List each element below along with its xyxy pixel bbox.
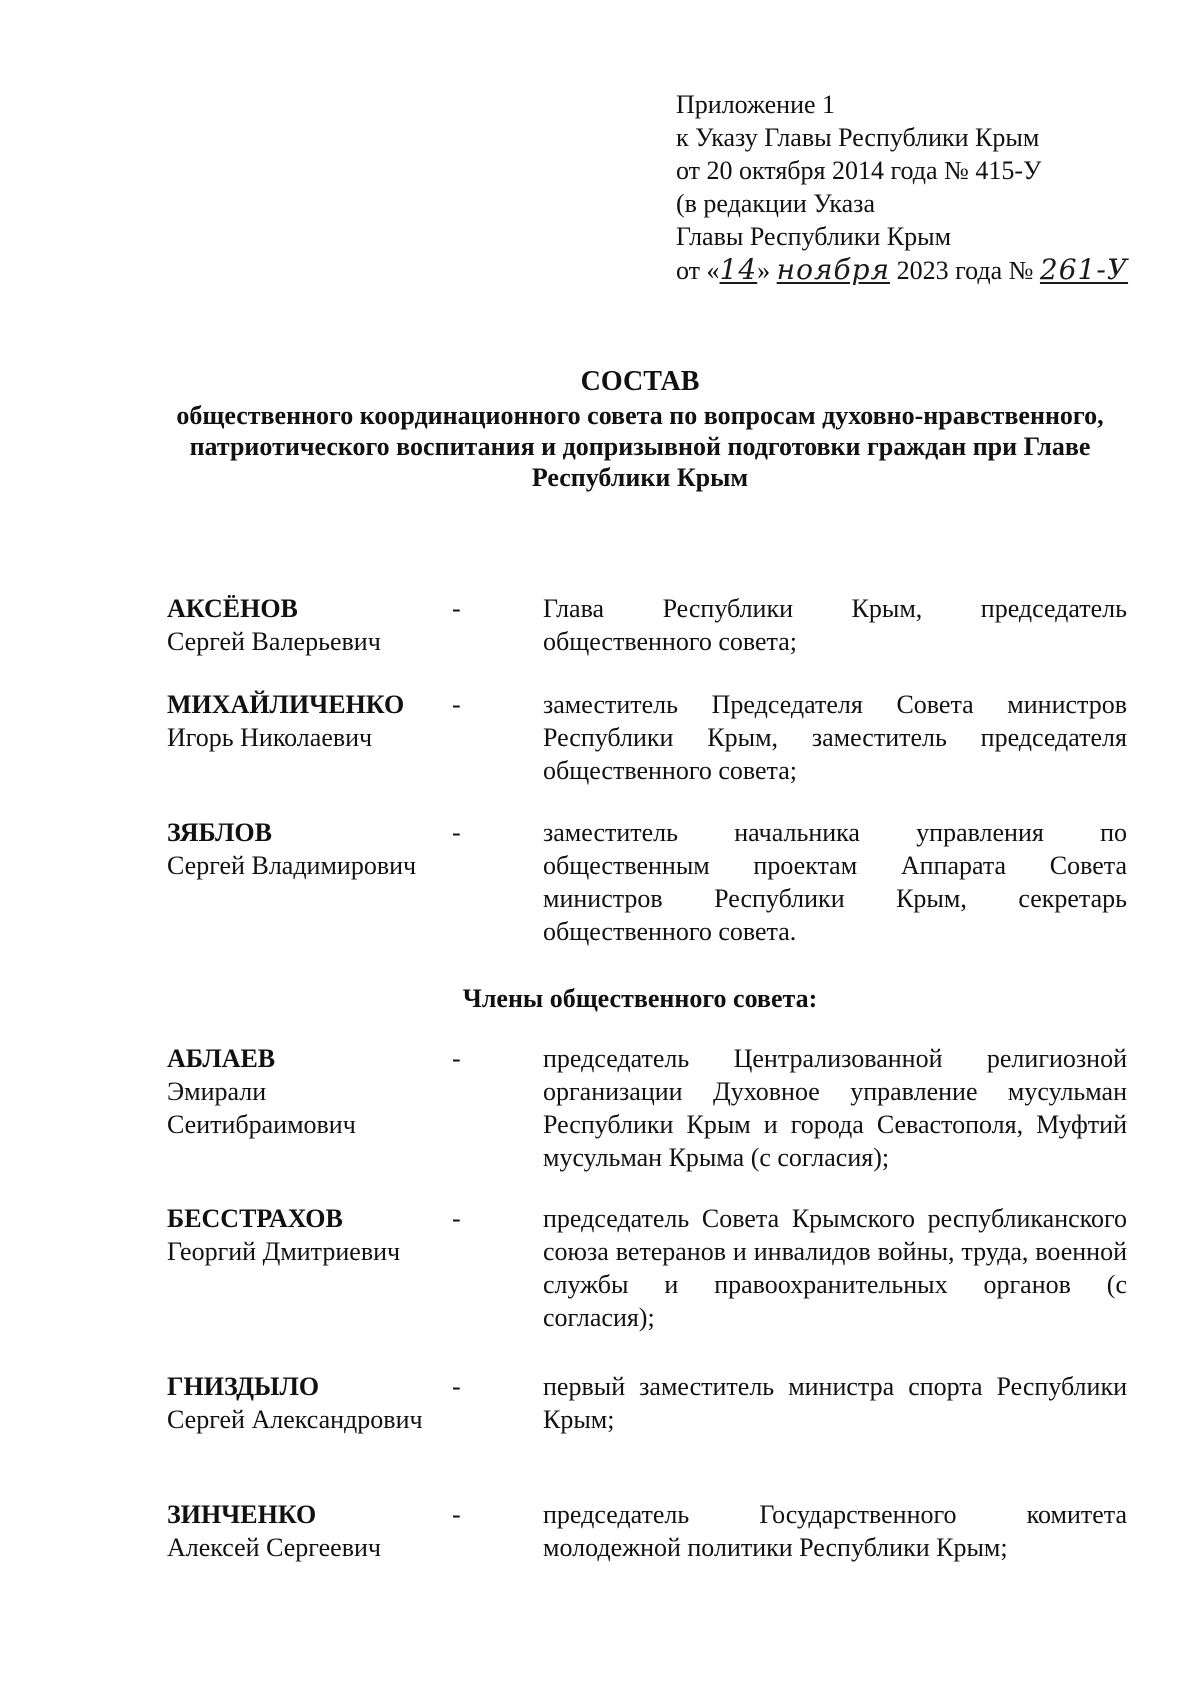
annex-line-6 bbox=[676, 253, 1156, 287]
annex-line-1: Приложение 1 bbox=[676, 90, 836, 119]
member-surname: БЕССТРАХОВ bbox=[167, 1204, 343, 1233]
member-surname: АБЛАЕВ bbox=[167, 1044, 276, 1073]
member-description: председатель Государственного комитета молодежной политики Республики Крым; bbox=[543, 1500, 1127, 1562]
annex-line-2: к Указу Главы Республики Крым bbox=[676, 123, 1040, 152]
member-names: Георгий Дмитриевич bbox=[167, 1237, 401, 1266]
handwritten-day: 14 bbox=[719, 253, 758, 286]
member-dash: - bbox=[452, 1372, 461, 1401]
member-surname: МИХАЙЛИЧЕНКО bbox=[167, 690, 405, 719]
member-dash: - bbox=[452, 1204, 461, 1233]
annex-date-prefix: от « bbox=[676, 256, 720, 285]
member-dash: - bbox=[452, 818, 461, 847]
annex-block bbox=[676, 88, 1156, 287]
annex-line-5: Главы Республики Крым bbox=[676, 222, 952, 251]
title-subtitle: общественного координационного совета по вопросам духовно-нравственного, патриотического воспитания и допризывной подготовки граждан при Главе Республики Крым bbox=[176, 401, 1104, 492]
member-dash: - bbox=[452, 1044, 461, 1073]
annex-line-3: от 20 октября 2014 года № 415-У bbox=[676, 156, 1042, 185]
annex-line-4: (в редакции Указа bbox=[676, 189, 875, 218]
annex-year: 2023 года № bbox=[896, 256, 1034, 285]
member-names: Эмирали Сеитибраимович bbox=[167, 1077, 356, 1139]
member-surname: ЗЯБЛОВ bbox=[167, 818, 272, 847]
member-surname: ГНИЗДЫЛО bbox=[167, 1372, 320, 1401]
member-dash: - bbox=[452, 594, 461, 623]
member-names: Сергей Владимирович bbox=[167, 851, 417, 880]
member-surname: АКСЁНОВ bbox=[167, 594, 298, 623]
member-names: Игорь Николаевич bbox=[167, 723, 373, 752]
member-description: Глава Республики Крым, председатель общественного совета; bbox=[543, 594, 1127, 656]
member-names: Алексей Сергеевич bbox=[167, 1533, 381, 1562]
handwritten-number: 261-У bbox=[1039, 253, 1129, 286]
handwritten-month: ноября bbox=[776, 253, 891, 286]
member-description: заместитель начальника управления по общественным проектам Аппарата Совета министров Республики Крым, секретарь общественного совета. bbox=[543, 818, 1127, 946]
member-description: председатель Централизованной религиозной организации Духовное управление мусульман Республики Крым и города Севастополя, Муфтий мусульман Крыма (с согласия); bbox=[543, 1044, 1127, 1172]
member-names: Сергей Валерьевич bbox=[167, 627, 381, 656]
member-description: председатель Совета Крымского республиканского союза ветеранов и инвалидов войны, труда, военной службы и правоохранительных органов (с согласия); bbox=[543, 1204, 1127, 1332]
member-dash: - bbox=[452, 1500, 461, 1529]
member-description: первый заместитель министра спорта Республики Крым; bbox=[543, 1372, 1127, 1434]
member-dash: - bbox=[452, 690, 461, 719]
members-heading: Члены общественного совета: bbox=[462, 984, 818, 1013]
document-title bbox=[160, 364, 1120, 493]
member-surname: ЗИНЧЕНКО bbox=[167, 1500, 317, 1529]
annex-date-mid: » bbox=[757, 256, 771, 285]
member-names: Сергей Александрович bbox=[167, 1405, 423, 1434]
title-main: СОСТАВ bbox=[580, 366, 700, 397]
member-description: заместитель Председателя Совета министров Республики Крым, заместитель председателя общественного совета; bbox=[543, 690, 1127, 785]
